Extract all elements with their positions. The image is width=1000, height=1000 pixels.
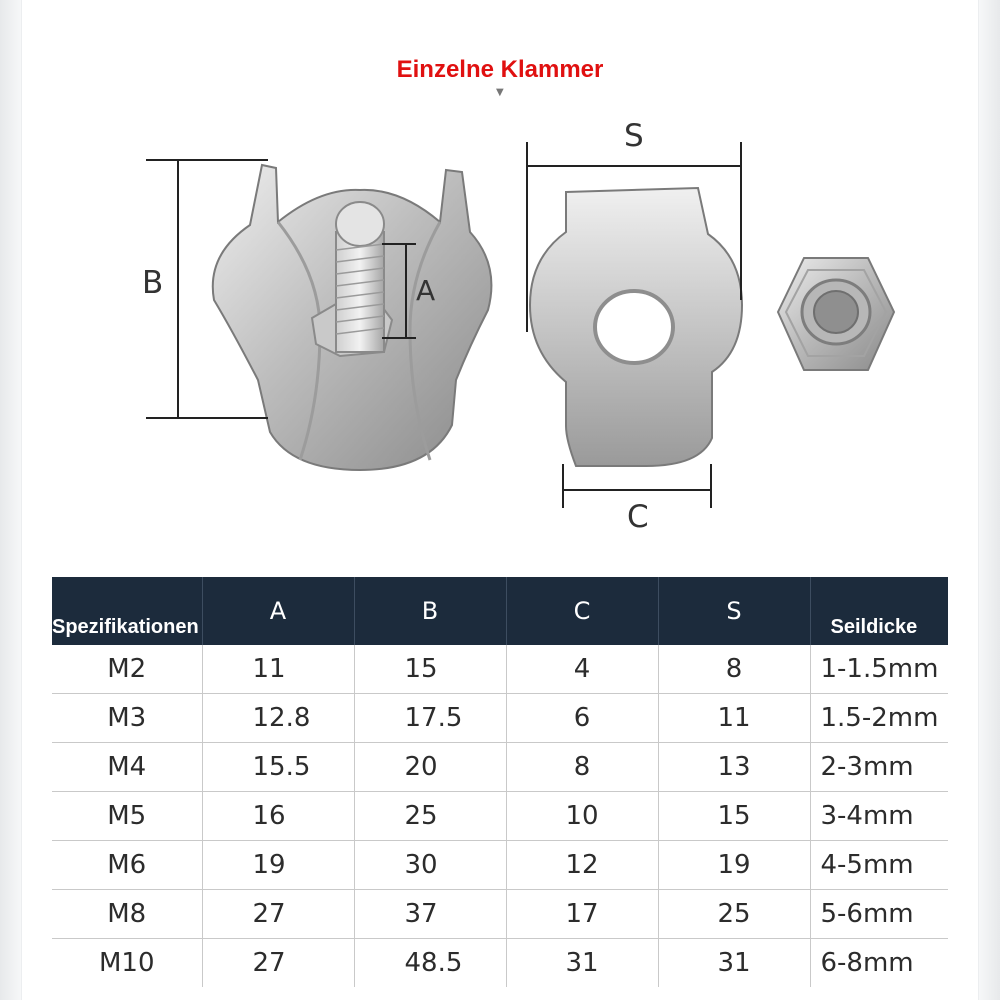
cell-seildicke: 6-8mm — [810, 939, 948, 988]
cell-s: 8 — [658, 645, 810, 694]
cell-s: 31 — [658, 939, 810, 988]
specification-table — [52, 577, 948, 987]
cell-c: 17 — [506, 890, 658, 939]
table-row — [52, 939, 948, 988]
cell-a: 15.5 — [202, 743, 354, 792]
cell-spec: M6 — [52, 841, 202, 890]
cell-a: 16 — [202, 792, 354, 841]
cell-spec: M10 — [98, 948, 155, 978]
table-row — [52, 694, 948, 743]
dimension-label-a: A — [416, 274, 436, 307]
cell-spec: M2 — [52, 645, 202, 694]
cell-a: 12.8 — [202, 694, 354, 743]
cell-spec: M5 — [52, 792, 202, 841]
table-row — [52, 841, 948, 890]
cell-b: 25 — [354, 792, 506, 841]
cell-seildicke: 1-1.5mm — [810, 645, 948, 694]
cell-spec: M8 — [52, 890, 202, 939]
table-row — [52, 645, 948, 694]
dimension-label-c: C — [627, 499, 649, 535]
cell-seildicke: 4-5mm — [810, 841, 948, 890]
header-a: A — [202, 577, 354, 645]
caret-down-icon: ▼ — [496, 87, 504, 98]
dimension-label-s: S — [624, 118, 644, 154]
cell-c: 12 — [506, 841, 658, 890]
cell-s: 25 — [658, 890, 810, 939]
saddle-plate-graphic — [530, 188, 742, 466]
cell-c: 4 — [506, 645, 658, 694]
cell-b: 30 — [354, 841, 506, 890]
cell-a: 11 — [202, 645, 354, 694]
cell-seildicke: 1.5-2mm — [810, 694, 948, 743]
table-row — [52, 890, 948, 939]
clamp-body-graphic — [213, 165, 492, 470]
table-header-row — [52, 577, 948, 645]
cell-spec: M3 — [52, 694, 202, 743]
header-seildicke: Seildicke — [810, 577, 948, 645]
cell-seildicke: 5-6mm — [810, 890, 948, 939]
cell-c: 10 — [506, 792, 658, 841]
cell-c: 31 — [506, 939, 658, 988]
table-row — [52, 743, 948, 792]
cell-s: 11 — [658, 694, 810, 743]
cell-s: 13 — [658, 743, 810, 792]
cell-s: 19 — [658, 841, 810, 890]
cell-seildicke: 2-3mm — [810, 743, 948, 792]
dimension-label-b: B — [142, 265, 164, 301]
cell-a: 19 — [202, 841, 354, 890]
header-b: B — [354, 577, 506, 645]
table-row — [52, 792, 948, 841]
cell-a: 27 — [202, 890, 354, 939]
product-title: Einzelne Klammer — [396, 56, 604, 83]
cell-b: 20 — [354, 743, 506, 792]
hex-nut-graphic — [778, 258, 894, 370]
header-c: C — [506, 577, 658, 645]
cell-b: 48.5 — [354, 939, 506, 988]
cell-seildicke: 3-4mm — [810, 792, 948, 841]
cell-b: 17.5 — [354, 694, 506, 743]
cell-c: 6 — [506, 694, 658, 743]
header-s: S — [658, 577, 810, 645]
cell-s: 15 — [658, 792, 810, 841]
header-spezifikationen: Spezifikationen — [52, 577, 202, 645]
cell-b: 37 — [354, 890, 506, 939]
cell-b: 15 — [354, 645, 506, 694]
cell-c: 8 — [506, 743, 658, 792]
cell-spec: M4 — [52, 743, 202, 792]
cell-a: 27 — [202, 939, 354, 988]
